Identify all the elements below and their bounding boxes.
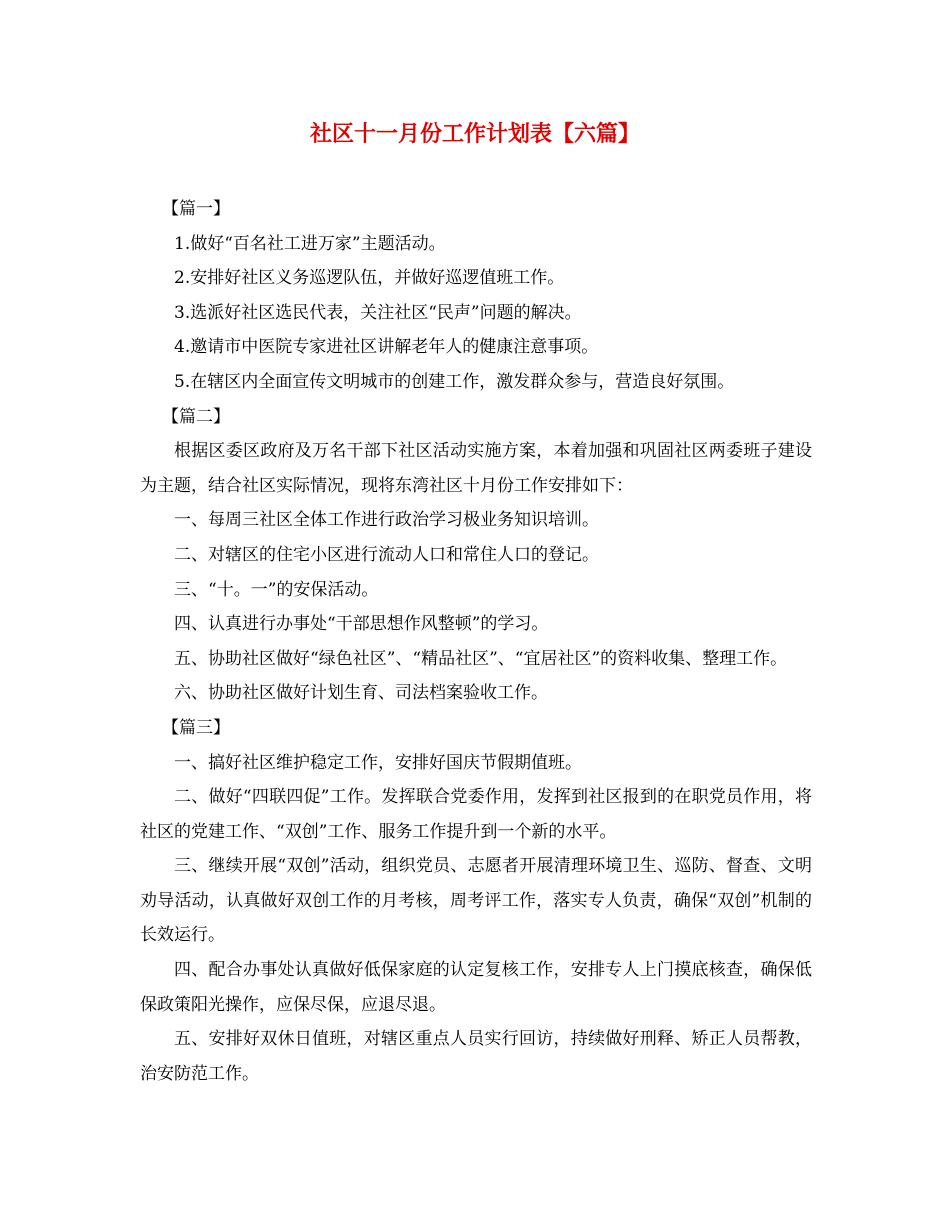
section-heading: 【篇三】 <box>162 717 230 738</box>
paragraph: 根据区委区政府及万名干部下社区活动实施方案，本着加强和巩固社区两委班子建设为主题，结合社区实际情况，现将东湾社区十月份工作安排如下： <box>140 441 812 496</box>
document-body <box>140 192 812 1091</box>
paragraph: 3.选派好社区选民代表，关注社区“民声”问题的解决。 <box>174 302 582 323</box>
paragraph: 2.安排好社区义务巡逻队伍，并做好巡逻值班工作。 <box>174 268 565 289</box>
paragraph: 一、每周三社区全体工作进行政治学习极业务知识培训。 <box>174 510 599 531</box>
paragraph: 六、协助社区做好计划生育、司法档案验收工作。 <box>174 683 548 704</box>
paragraph: 4.邀请市中医院专家进社区讲解老年人的健康注意事项。 <box>174 337 599 358</box>
section-heading: 【篇二】 <box>162 406 230 427</box>
document-title: 社区十一月份工作计划表【六篇】 <box>309 121 640 147</box>
paragraph: 五、协助社区做好“绿色社区”、“精品社区”、“宜居社区”的资料收集、整理工作。 <box>174 648 788 669</box>
paragraph: 四、认真进行办事处“干部思想作风整顿”的学习。 <box>174 614 549 635</box>
paragraph: 四、配合办事处认真做好低保家庭的认定复核工作，安排专人上门摸底核查，确保低保政策阳光操作，应保尽保，应退尽退。 <box>140 960 812 1015</box>
paragraph: 一、搞好社区维护稳定工作，安排好国庆节假期值班。 <box>174 752 582 773</box>
section-heading: 【篇一】 <box>162 199 230 219</box>
paragraph: 二、做好“四联四促”工作。发挥联合党委作用，发挥到社区报到的在职党员作用，将社区的党建工作、“双创”工作、服务工作提升到一个新的水平。 <box>140 787 812 842</box>
paragraph: 二、对辖区的住宅小区进行流动人口和常住人口的登记。 <box>174 544 599 565</box>
paragraph: 三、继续开展“双创”活动，组织党员、志愿者开展清理环境卫生、巡防、督查、文明劝导活动，认真做好双创工作的月考核，周考评工作，落实专人负责，确保“双创”机制的长效运行。 <box>140 856 812 946</box>
paragraph: 1.做好“百名社工进万家”主题活动。 <box>174 233 446 254</box>
paragraph: 五、安排好双休日值班，对辖区重点人员实行回访，持续做好刑释、矫正人员帮教，治安防范工作。 <box>140 1029 812 1084</box>
paragraph: 5.在辖区内全面宣传文明城市的创建工作，激发群众参与，营造良好氛围。 <box>174 371 735 392</box>
paragraph: 三、“十。一”的安保活动。 <box>174 579 379 600</box>
